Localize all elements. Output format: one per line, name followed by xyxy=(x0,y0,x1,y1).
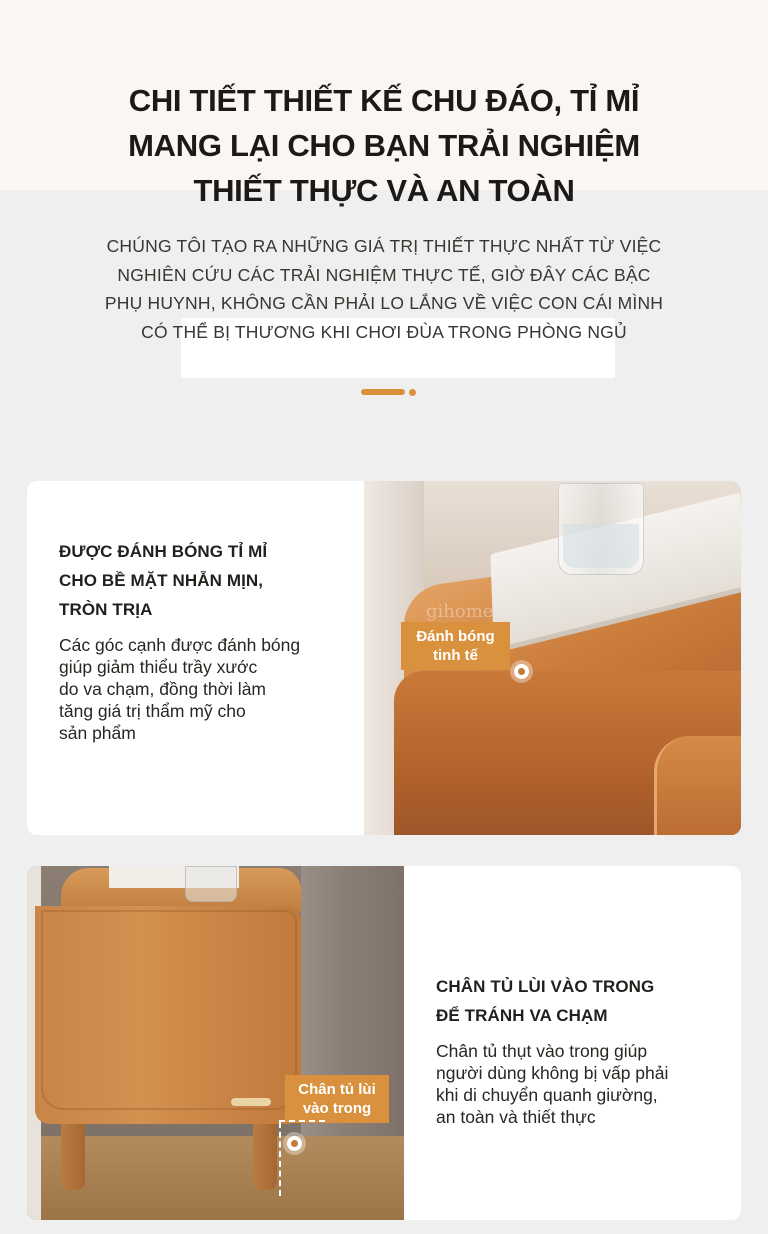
feature-desc-line: do va chạm, đồng thời làm xyxy=(59,679,267,699)
feature-text xyxy=(59,537,359,744)
intro-line: NGHIÊN CỨU CÁC TRẢI NGHIỆM THỰC TẾ, GIỜ ĐÂY CÁC BẬC xyxy=(117,264,651,285)
page-title xyxy=(60,78,708,213)
callout-line: Đánh bóng xyxy=(416,628,495,645)
glass xyxy=(185,866,237,902)
feature-desc-line: người dùng không bị vấp phải xyxy=(436,1063,669,1083)
intro-text xyxy=(60,232,708,346)
pager-dot[interactable] xyxy=(409,389,416,396)
feature-desc-line: Các góc cạnh được đánh bóng xyxy=(59,635,301,655)
feature-title-line: ĐƯỢC ĐÁNH BÓNG TỈ MỈ xyxy=(59,542,268,561)
callout-line: vào trong xyxy=(302,1100,372,1117)
title-line: CHI TIẾT THIẾT KẾ CHU ĐÁO, TỈ MỈ xyxy=(128,83,640,118)
callout-tag xyxy=(285,1075,389,1123)
hotspot-marker[interactable] xyxy=(514,664,529,679)
feature-desc-line: sản phẩm xyxy=(59,723,136,743)
feature-desc-line: an toàn và thiết thực xyxy=(436,1107,596,1127)
callout-line: tinh tế xyxy=(433,647,478,664)
drawer-handle xyxy=(231,1098,271,1106)
cabinet-drawer xyxy=(41,910,297,1110)
feature-desc-line: Chân tủ thụt vào trong giúp xyxy=(436,1041,648,1061)
title-line: MANG LẠI CHO BẠN TRẢI NGHIỆM xyxy=(128,128,640,163)
feature-title-line: TRÒN TRỊA xyxy=(59,600,153,619)
feature-text xyxy=(436,972,726,1128)
hotspot-marker[interactable] xyxy=(287,1136,302,1151)
cabinet-leg xyxy=(61,1122,85,1190)
nightstand-legs-photo xyxy=(27,866,404,1220)
intro-line: CÓ THỂ BỊ THƯƠNG KHI CHƠI ĐÙA TRONG PHÒNG NGỦ xyxy=(141,321,627,342)
callout-tag xyxy=(401,622,510,670)
carousel-pager xyxy=(0,388,768,398)
feature-desc-line: khi di chuyển quanh giường, xyxy=(436,1085,658,1105)
intro-line: CHÚNG TÔI TẠO RA NHỮNG GIÁ TRỊ THIẾT THỰC NHẤT TỪ VIỆC xyxy=(106,236,662,256)
cabinet-leg xyxy=(253,1122,277,1190)
nightstand-top-photo xyxy=(364,481,741,835)
water-glass xyxy=(558,483,644,575)
feature-card-recessed-legs xyxy=(27,866,741,1220)
feature-title-line: CHO BỀ MẶT NHẴN MỊN, xyxy=(59,571,264,590)
watermark: gihome xyxy=(426,601,494,622)
feature-description xyxy=(436,1040,726,1128)
callout-line: Chân tủ lùi xyxy=(298,1081,376,1098)
feature-desc-line: tăng giá trị thẩm mỹ cho xyxy=(59,701,246,721)
callout-leader-line xyxy=(279,1122,281,1196)
feature-title-line: CHÂN TỦ LÙI VÀO TRONG xyxy=(436,977,655,996)
feature-title xyxy=(436,972,726,1030)
feature-title xyxy=(59,537,359,624)
feature-card-polished xyxy=(27,481,741,835)
intro-line: PHỤ HUYNH, KHÔNG CẦN PHẢI LO LẮNG VỀ VIỆC CON CÁI MÌNH xyxy=(104,293,664,313)
pager-dot-active[interactable] xyxy=(361,389,405,395)
water xyxy=(563,524,639,568)
feature-title-line: ĐỂ TRÁNH VA CHẠM xyxy=(436,1006,608,1025)
rounded-edge xyxy=(654,736,741,835)
feature-description xyxy=(59,634,359,744)
callout-leader-line xyxy=(279,1120,325,1122)
title-line: THIẾT THỰC VÀ AN TOÀN xyxy=(193,173,575,208)
feature-desc-line: giúp giảm thiểu trầy xước xyxy=(59,657,258,677)
